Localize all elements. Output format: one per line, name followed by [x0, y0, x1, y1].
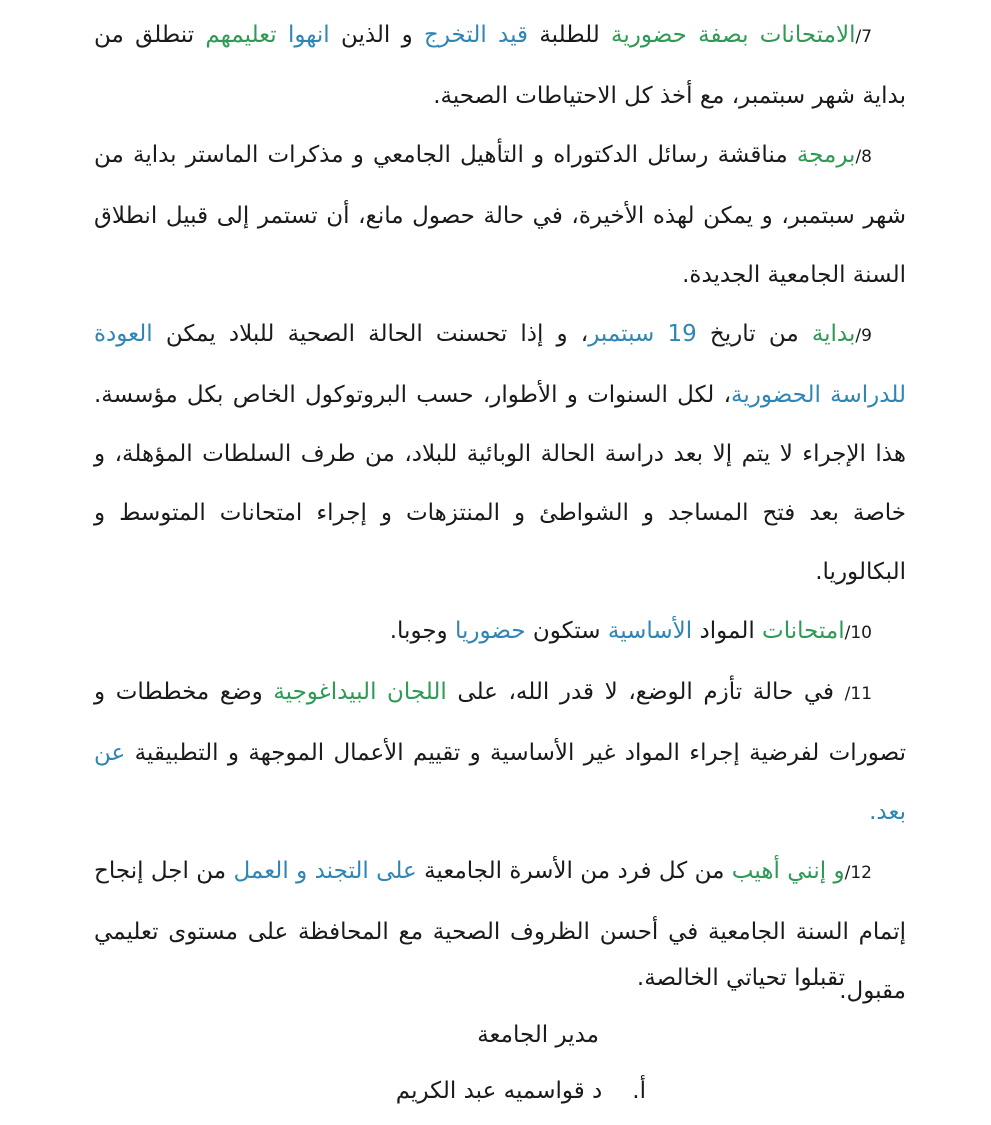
paragraph-p7 [94, 6, 906, 126]
paragraph-number: 10/ [844, 623, 872, 643]
highlighted-text: على التجند و العمل [233, 858, 417, 884]
paragraph-p11 [94, 663, 906, 842]
highlighted-text: برمجة [796, 142, 856, 168]
paragraph-text [277, 22, 288, 48]
highlighted-text: اللجان البيداغوجية [273, 679, 447, 705]
paragraph-text: للطلبة [528, 22, 611, 48]
highlighted-text: بداية [811, 321, 856, 347]
document-body [94, 6, 906, 1021]
highlighted-text: عن بعد. [94, 740, 906, 825]
signature-name: د قواسميه عبد الكريم [395, 1078, 603, 1104]
paragraph-text: المواد [692, 618, 763, 644]
paragraph-text: و الذين [329, 22, 425, 48]
highlighted-text: الأساسية [607, 618, 693, 644]
paragraph-text: من كل فرد من الأسرة الجامعية [416, 858, 732, 884]
highlighted-text: تعليمهم [205, 22, 277, 48]
highlighted-text: قيد التخرج [424, 22, 529, 48]
paragraph-number: 11/ [844, 684, 873, 704]
director-title: مدير الجامعة [477, 1022, 599, 1048]
highlighted-text: و إنني أهيب [731, 858, 845, 884]
paragraph-text: ، و إذا تحسنت الحالة الصحية للبلاد يمكن [152, 321, 589, 347]
closing-greeting: تقبلوا تحياتي الخالصة. [636, 965, 845, 991]
paragraph-number: 7/ [855, 27, 873, 47]
signature [396, 1071, 646, 1111]
paragraph-text: من اجل إنجاح إتمام السنة الجامعية في أحسن الظروف الصحية مع المحافظة على مستوى تعليمي مقبول. [94, 858, 906, 1004]
paragraph-p9 [94, 305, 906, 602]
signature-prefix: أ. [632, 1078, 646, 1104]
highlighted-text: الامتحانات بصفة حضورية [611, 22, 856, 48]
paragraph-number: 12/ [844, 863, 872, 883]
paragraph-p10 [94, 602, 906, 663]
highlighted-text: العودة للدراسة الحضورية [94, 321, 906, 408]
highlighted-text: 19 سبتمبر [588, 321, 697, 347]
paragraph-number: 8/ [855, 147, 872, 167]
paragraph-text: ، لكل السنوات و الأطوار، حسب البروتوكول الخاص بكل مؤسسة. هذا الإجراء لا يتم إلا بعد دراسة الحالة الوبائية للبلاد، من طرف السلطات المؤهلة، و خاصة بعد فتح المساجد و الشواطئ و المنتزهات و إجراء امتحانات المتوسط و البكالوريا. [94, 382, 906, 585]
paragraph-text: تنطلق من بداية شهر سبتمبر، مع أخذ كل الاحتياطات الصحية. [94, 22, 906, 109]
paragraph-text: مناقشة رسائل الدكتوراه و التأهيل الجامعي و مذكرات الماستر بداية من شهر سبتمبر، و يمكن لهذه الأخيرة، في حالة حصول مانع، أن تستمر إلى قبيل انطلاق السنة الجامعية الجديدة. [94, 142, 906, 288]
highlighted-text: حضوريا [454, 618, 526, 644]
paragraph-p8 [94, 126, 906, 305]
highlighted-text: انهوا [287, 22, 330, 48]
highlighted-text: امتحانات [762, 618, 845, 644]
paragraph-text: وضع مخططات و تصورات لفرضية إجراء المواد غير الأساسية و تقييم الأعمال الموجهة و التطبيقية [94, 679, 906, 766]
paragraph-text: ستكون [525, 618, 608, 644]
paragraph-text: من تاريخ [696, 321, 812, 347]
paragraph-number: 9/ [855, 326, 872, 346]
paragraph-text: في حالة تأزم الوضع، لا قدر الله، على [446, 679, 845, 705]
paragraph-text: وجوبا. [389, 618, 455, 644]
